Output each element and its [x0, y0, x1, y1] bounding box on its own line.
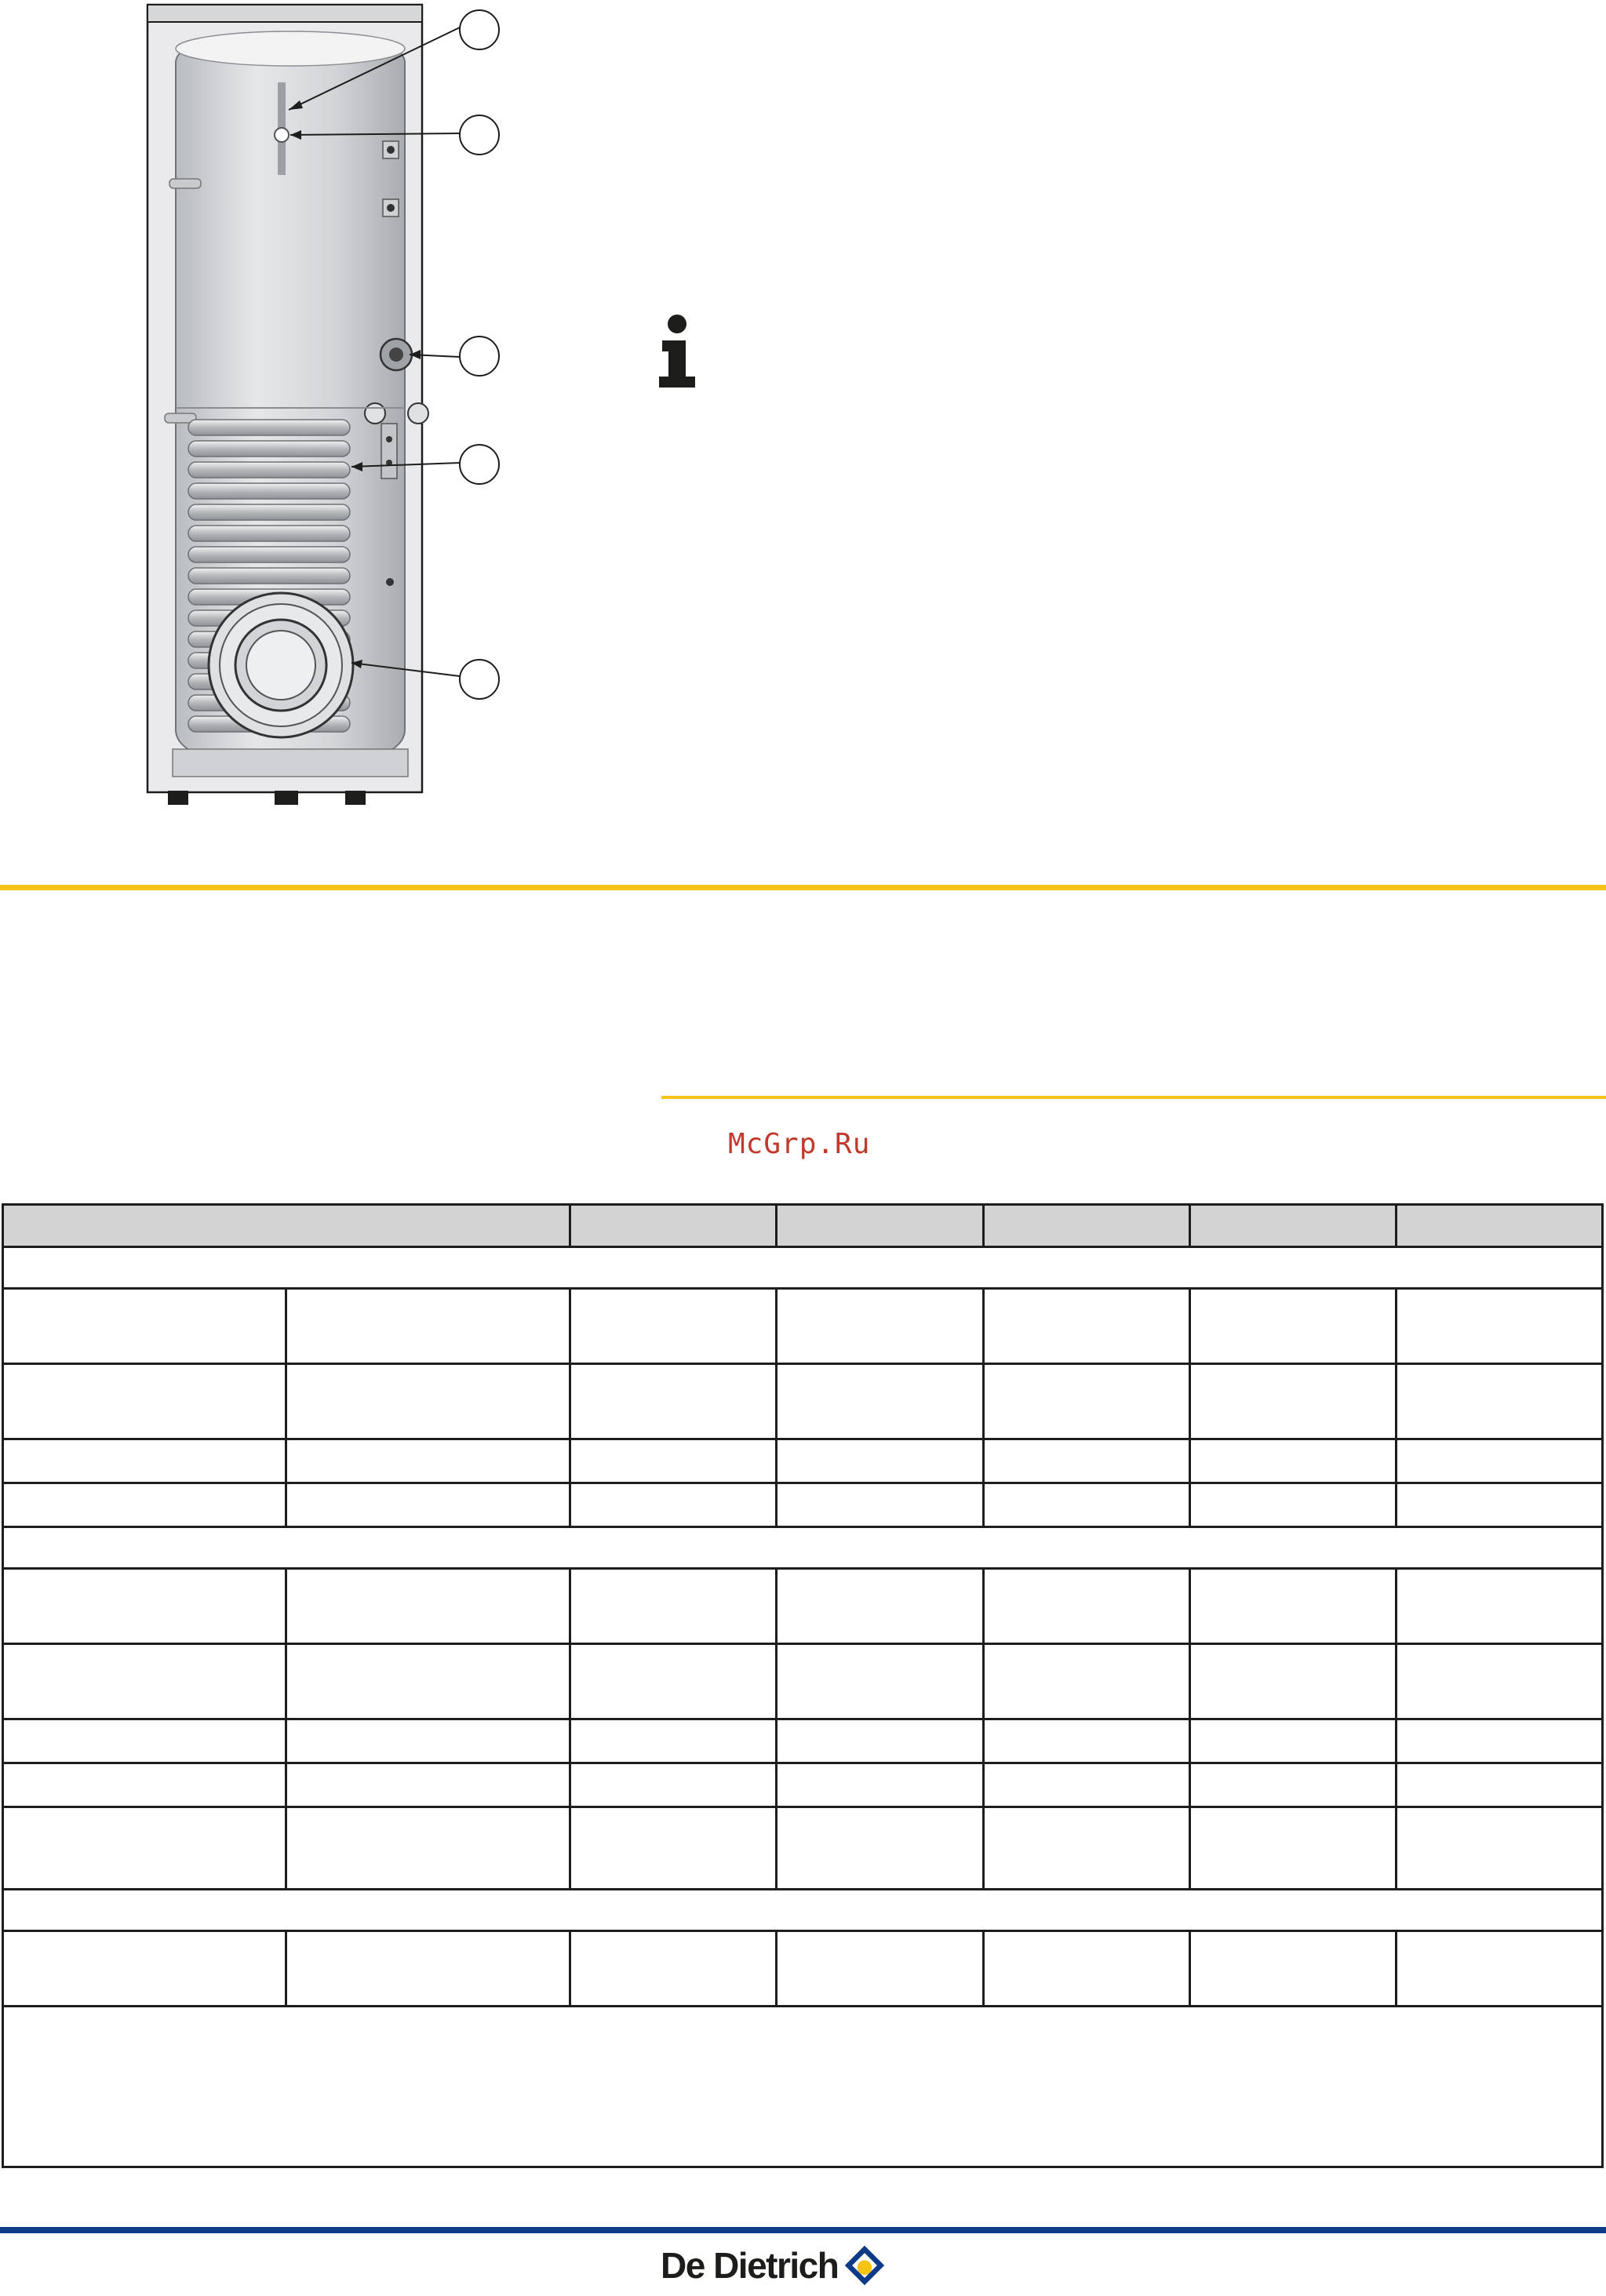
- callout-1: [459, 9, 500, 50]
- callout-5: [459, 659, 500, 700]
- table-row: [3, 1719, 1603, 1763]
- header-cell: [570, 1205, 777, 1247]
- header-cell: [777, 1205, 983, 1247]
- table-row: [3, 1763, 1603, 1807]
- callout-3: [459, 336, 500, 377]
- table-section-row: [3, 1527, 1603, 1569]
- table-header-row: [3, 1205, 1603, 1247]
- table-row: [3, 1289, 1603, 1364]
- header-cell: [983, 1205, 1189, 1247]
- cylinder-illustration: [141, 0, 518, 816]
- watermark: McGrp.Ru: [728, 1128, 871, 1160]
- callout-2: [459, 115, 500, 155]
- table-row: [3, 1807, 1603, 1890]
- header-cell: [1189, 1205, 1396, 1247]
- table-row: [3, 1483, 1603, 1527]
- header-cell: [3, 1205, 570, 1247]
- brand-logo: [661, 2242, 887, 2289]
- section-divider: [0, 885, 1606, 890]
- specifications-table: [2, 1203, 1604, 2168]
- heading-underline: [661, 1096, 1606, 1099]
- table-row: [3, 1569, 1603, 1644]
- table-row: [3, 1364, 1603, 1439]
- table-note-row: [3, 2007, 1603, 2167]
- brand-diamond-icon: [843, 2243, 887, 2287]
- table-row: [3, 1439, 1603, 1483]
- brand-name: De Dietrich: [661, 2245, 839, 2286]
- info-icon: [651, 312, 706, 391]
- table-row: [3, 1931, 1603, 2007]
- header-cell: [1396, 1205, 1602, 1247]
- footer-rule: [0, 2227, 1606, 2233]
- callout-4: [459, 444, 500, 485]
- table-section-row: [3, 1247, 1603, 1289]
- table-row: [3, 1644, 1603, 1719]
- table-section-row: [3, 1890, 1603, 1931]
